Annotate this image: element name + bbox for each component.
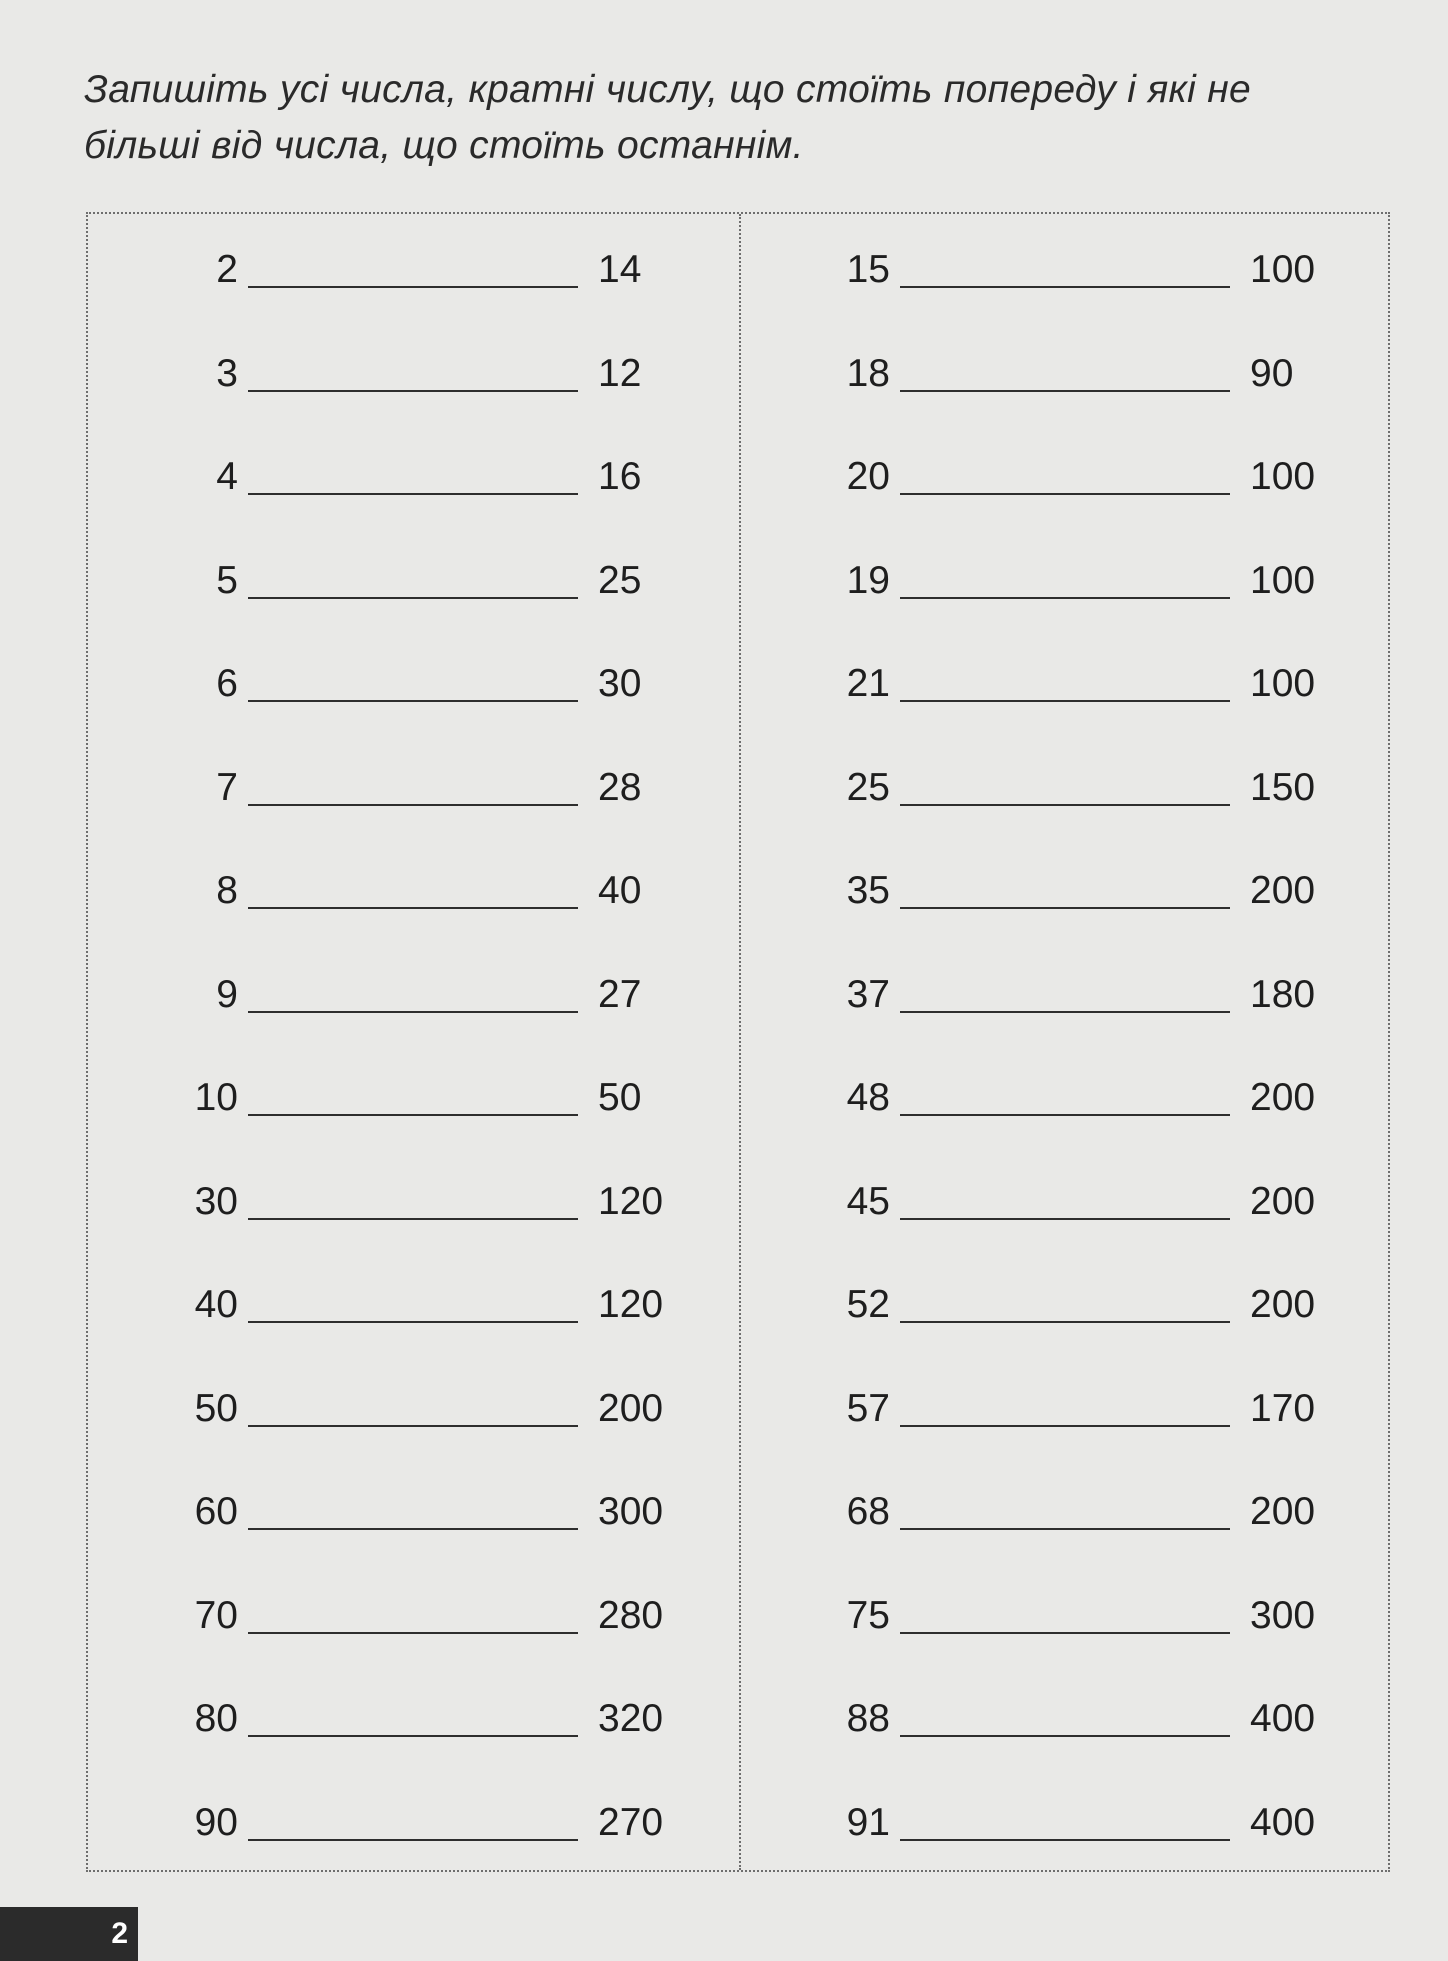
divisor-number: 88: [846, 1697, 890, 1740]
limit-number: 28: [598, 765, 642, 809]
answer-blank-line[interactable]: [248, 286, 578, 288]
limit-number: 200: [598, 1386, 664, 1430]
limit-number: 200: [1250, 1490, 1316, 1533]
answer-blank-line[interactable]: [900, 1114, 1230, 1116]
answer-blank-line[interactable]: [248, 1321, 578, 1323]
divisor-number: 8: [216, 869, 238, 912]
limit-number: 200: [1250, 1283, 1316, 1326]
divisor-number: 10: [194, 1076, 238, 1119]
divisor-number: 70: [194, 1593, 238, 1637]
exercise-row: [88, 1671, 738, 1751]
divisor-number: 9: [216, 972, 238, 1016]
divisor-number: 91: [846, 1800, 890, 1844]
exercise-row: [88, 1257, 738, 1337]
exercise-row: [740, 222, 1390, 302]
exercise-row: [740, 1050, 1390, 1130]
limit-number: 100: [1250, 662, 1316, 705]
answer-blank-line[interactable]: [900, 493, 1230, 495]
exercise-row: [88, 1154, 738, 1234]
limit-number: 400: [1250, 1697, 1316, 1740]
answer-blank-line[interactable]: [248, 804, 578, 806]
answer-blank-line[interactable]: [248, 1528, 578, 1530]
exercise-row: [740, 1257, 1390, 1337]
exercise-row: [88, 636, 738, 716]
divisor-number: 19: [846, 558, 890, 602]
answer-blank-line[interactable]: [900, 804, 1230, 806]
limit-number: 270: [598, 1800, 664, 1844]
divisor-number: 20: [846, 455, 890, 498]
exercise-row: [88, 1050, 738, 1130]
divisor-number: 60: [194, 1490, 238, 1533]
divisor-number: 48: [846, 1076, 890, 1119]
exercise-column-left: [88, 214, 738, 1870]
answer-blank-line[interactable]: [900, 700, 1230, 702]
divisor-number: 50: [194, 1386, 238, 1430]
exercise-row: [88, 1775, 738, 1855]
limit-number: 16: [598, 455, 642, 498]
answer-blank-line[interactable]: [900, 1321, 1230, 1323]
limit-number: 200: [1250, 1076, 1316, 1119]
exercise-row: [88, 1568, 738, 1648]
limit-number: 120: [598, 1179, 664, 1223]
divisor-number: 4: [216, 455, 238, 498]
limit-number: 120: [598, 1283, 664, 1326]
exercise-box: [86, 212, 1390, 1872]
divisor-number: 52: [846, 1283, 890, 1326]
limit-number: 27: [598, 972, 642, 1016]
exercise-row: [740, 843, 1390, 923]
answer-blank-line[interactable]: [248, 597, 578, 599]
divisor-number: 35: [846, 869, 890, 912]
limit-number: 280: [598, 1593, 664, 1637]
divisor-number: 21: [846, 662, 890, 705]
limit-number: 200: [1250, 869, 1316, 912]
instruction-line-1: Запишіть усі числа, кратні числу, що стоїть попереду і які не: [84, 68, 1252, 111]
exercise-row: [88, 843, 738, 923]
answer-blank-line[interactable]: [900, 1839, 1230, 1841]
divisor-number: 7: [216, 765, 238, 809]
exercise-row: [740, 1464, 1390, 1544]
divisor-number: 68: [846, 1490, 890, 1533]
answer-blank-line[interactable]: [900, 1528, 1230, 1530]
answer-blank-line[interactable]: [900, 1632, 1230, 1634]
answer-blank-line[interactable]: [248, 1114, 578, 1116]
exercise-row: [88, 326, 738, 406]
limit-number: 150: [1250, 765, 1316, 809]
answer-blank-line[interactable]: [248, 390, 578, 392]
limit-number: 100: [1250, 248, 1316, 291]
answer-blank-line[interactable]: [900, 390, 1230, 392]
limit-number: 30: [598, 662, 642, 705]
divisor-number: 15: [846, 248, 890, 291]
answer-blank-line[interactable]: [900, 1735, 1230, 1737]
exercise-row: [88, 533, 738, 613]
exercise-row: [740, 533, 1390, 613]
answer-blank-line[interactable]: [248, 700, 578, 702]
divisor-number: 75: [846, 1593, 890, 1637]
exercise-row: [740, 1568, 1390, 1648]
limit-number: 180: [1250, 972, 1316, 1016]
limit-number: 12: [598, 351, 642, 395]
exercise-row: [88, 1361, 738, 1441]
exercise-row: [740, 429, 1390, 509]
exercise-column-right: [740, 214, 1390, 1870]
limit-number: 25: [598, 558, 642, 602]
divisor-number: 37: [846, 972, 890, 1016]
answer-blank-line[interactable]: [900, 597, 1230, 599]
divisor-number: 45: [846, 1179, 890, 1223]
answer-blank-line[interactable]: [248, 1839, 578, 1841]
answer-blank-line[interactable]: [248, 1011, 578, 1013]
divisor-number: 2: [216, 248, 238, 291]
exercise-row: [88, 429, 738, 509]
divisor-number: 57: [846, 1386, 890, 1430]
divisor-number: 25: [846, 765, 890, 809]
answer-blank-line[interactable]: [900, 1011, 1230, 1013]
answer-blank-line[interactable]: [900, 1425, 1230, 1427]
exercise-row: [88, 740, 738, 820]
answer-blank-line[interactable]: [248, 1218, 578, 1220]
limit-number: 40: [598, 869, 642, 912]
exercise-row: [740, 1361, 1390, 1441]
answer-blank-line[interactable]: [900, 1218, 1230, 1220]
exercise-row: [88, 1464, 738, 1544]
exercise-row: [740, 740, 1390, 820]
instruction-text: [84, 62, 1384, 174]
exercise-row: [740, 636, 1390, 716]
limit-number: 50: [598, 1076, 642, 1119]
instruction-line-2: більші від числа, що стоїть останнім.: [84, 124, 804, 167]
limit-number: 200: [1250, 1179, 1316, 1223]
page-number: 2: [0, 1907, 138, 1961]
exercise-row: [740, 1154, 1390, 1234]
divisor-number: 18: [846, 351, 890, 395]
limit-number: 14: [598, 248, 642, 291]
exercise-row: [740, 1671, 1390, 1751]
exercise-row: [88, 222, 738, 302]
answer-blank-line[interactable]: [248, 493, 578, 495]
answer-blank-line[interactable]: [248, 1632, 578, 1634]
answer-blank-line[interactable]: [248, 907, 578, 909]
exercise-row: [740, 326, 1390, 406]
limit-number: 90: [1250, 351, 1294, 395]
limit-number: 400: [1250, 1800, 1316, 1844]
answer-blank-line[interactable]: [248, 1425, 578, 1427]
answer-blank-line[interactable]: [900, 286, 1230, 288]
limit-number: 170: [1250, 1386, 1316, 1430]
divisor-number: 30: [194, 1179, 238, 1223]
divisor-number: 40: [194, 1283, 238, 1326]
limit-number: 100: [1250, 455, 1316, 498]
divisor-number: 90: [194, 1800, 238, 1844]
exercise-row: [88, 947, 738, 1027]
limit-number: 320: [598, 1697, 664, 1740]
divisor-number: 80: [194, 1697, 238, 1740]
divisor-number: 6: [216, 662, 238, 705]
limit-number: 100: [1250, 558, 1316, 602]
divisor-number: 3: [216, 351, 238, 395]
exercise-row: [740, 1775, 1390, 1855]
answer-blank-line[interactable]: [900, 907, 1230, 909]
limit-number: 300: [1250, 1593, 1316, 1637]
divisor-number: 5: [216, 558, 238, 602]
answer-blank-line[interactable]: [248, 1735, 578, 1737]
limit-number: 300: [598, 1490, 664, 1533]
exercise-row: [740, 947, 1390, 1027]
